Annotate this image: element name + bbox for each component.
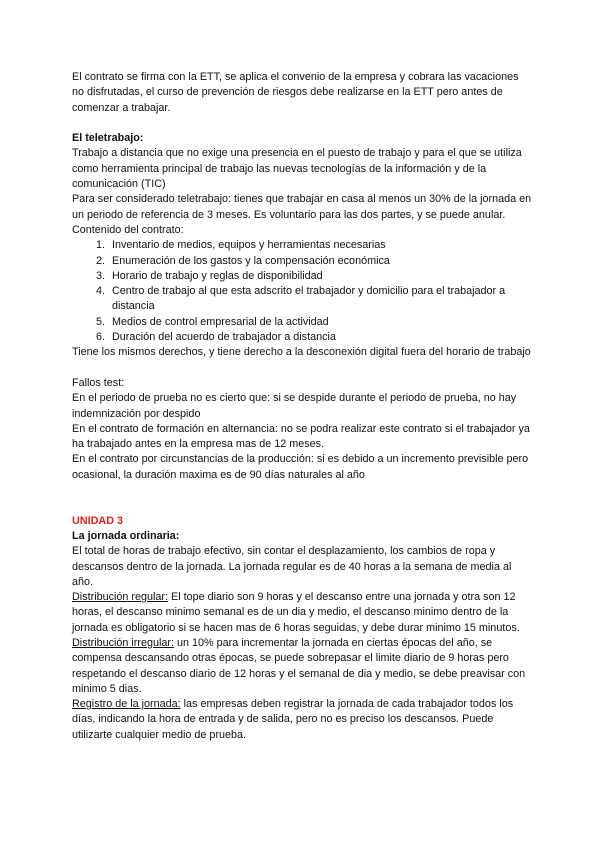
list-item: 6. Duración del acuerdo de trabajador a distancia <box>108 330 532 345</box>
list-item: 4. Centro de trabajo al que esta adscrito el trabajador y domicilio para el trabajador a distancia <box>108 284 532 315</box>
contract-contents-label: Contenido del contrato: <box>72 223 184 236</box>
jornada-definition: El total de horas de trabajo efectivo, sin contar el desplazamiento, los cambios de ropa y descansos dentro de la jornada. La jornada regular es de 40 horas a la semana de media al año. <box>72 545 512 588</box>
teletrabajo-definition: Trabajo a distancia que no exige una presencia en el puesto de trabajo y para el que se utiliza como herramienta principal de trabajo las nuevas tecnologías de la información y de la comunicación (TIC) <box>72 147 522 191</box>
registro-jornada <box>72 697 532 743</box>
irregular-distribution-label: Distribución irregular: <box>72 636 175 649</box>
list-item: 2. Enumeración de los gastos y la compensación económica <box>108 254 532 269</box>
irregular-distribution-text: un 10% para incrementar la jornada en ciertas épocas del año, se compensa descansando otras épocas, se puede sobrepasar el limite diario de 9 horas pero respetando el descanso diario de 12 horas y el semanal de dia y medio, se debe preavisar con minimo 5 dias. <box>72 636 526 695</box>
spacer <box>72 483 532 514</box>
document-body <box>72 70 532 743</box>
teletrabajo-rights: Tiene los mismos derechos, y tiene derecho a la desconexión digital fuera del horario de trabajo <box>72 346 531 359</box>
regular-distribution-text: El tope diario son 9 horas y el descanso entre una jornada y otra son 12 horas, el descanso minimo semanal es de un dia y medio, el descanso minimo dentro de la jornada es obligatorio si se hacen mas de 6 horas seguidas, y debe durar minimo 15 minutos. <box>72 591 520 634</box>
unit-title: UNIDAD 3 <box>72 514 123 527</box>
fallo-line: En el contrato de formación en alternancia: no se podra realizar este contrato si el trabajador ya ha trabajado antes en la empresa mas de 12 meses. <box>72 422 530 451</box>
teletrabajo-heading: El teletrabajo: <box>72 132 144 145</box>
jornada-heading: La jornada ordinaria: <box>72 529 180 542</box>
fallo-line: En el contrato por circunstancias de la producción: si es debido a un incremento previsible pero ocasional, la duración maxima es de 90 días naturales al año <box>72 453 529 481</box>
registro-jornada-text: las empresas deben registrar la jornada de cada trabajador todos los días, indicando la hora de entrada y de salida, pero no es preciso los descansos. Puede utilizarte cualquier medio de prueba. <box>72 698 514 741</box>
teletrabajo-consideration: Para ser considerado teletrabajo: tienes que trabajar en casa al menos un 30% de la jornada en un periodo de referencia de 3 meses. Es voluntario para las dos partes, y se puede anular. <box>72 193 532 221</box>
ett-paragraph: El contrato se firma con la ETT, se aplica el convenio de la empresa y cobrara las vacaciones no disfrutadas, el curso de prevención de riesgos debe realizarse en la ETT pero antes de comenzar a trabajar. <box>72 71 519 114</box>
contract-contents-list <box>72 238 532 345</box>
regular-distribution-label: Distribución regular: <box>72 591 169 604</box>
irregular-distribution <box>72 636 532 697</box>
spacer <box>72 116 532 131</box>
regular-distribution <box>72 590 532 636</box>
list-item: 1. Inventario de medios, equipos y herramientas necesarias <box>108 238 532 253</box>
list-item: 3. Horario de trabajo y reglas de disponibilidad <box>108 269 532 284</box>
list-item: 5. Medios de control empresarial de la actividad <box>108 315 532 330</box>
registro-jornada-label: Registro de la jornada: <box>72 698 181 711</box>
fallos-heading: Fallos test: <box>72 376 125 389</box>
spacer <box>72 361 532 376</box>
fallo-line: En el periodo de prueba no es cierto que: si se despide durante el periodo de prueba, no hay indemnización por despido <box>72 392 517 420</box>
